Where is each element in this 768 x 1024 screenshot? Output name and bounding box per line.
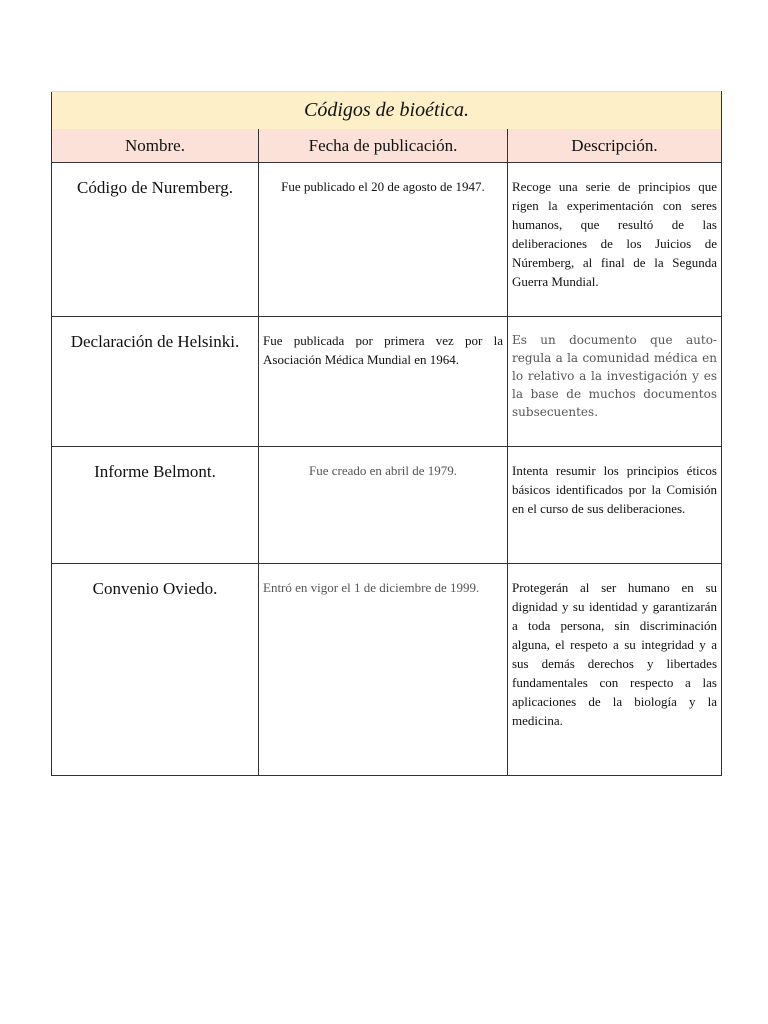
bioethics-codes-table (51, 91, 722, 776)
header-nombre: Nombre. (52, 129, 259, 163)
cell-date: Fue publicado el 20 de agosto de 1947. (259, 163, 508, 317)
table-row (52, 447, 722, 564)
cell-description: Recoge una serie de principios que rigen la experimentación con seres humanos, que resultó de las deliberaciones de los Juicios de Núremberg, al final de la Segunda Guerra Mundial. (508, 163, 722, 317)
cell-date: Entró en vigor el 1 de diciembre de 1999. (259, 564, 508, 776)
table-row (52, 317, 722, 447)
cell-date: Fue publicada por primera vez por la Asociación Médica Mundial en 1964. (259, 317, 508, 447)
table-row (52, 564, 722, 776)
header-descripcion: Descripción. (508, 129, 722, 163)
cell-name: Código de Nuremberg. (52, 163, 259, 317)
cell-name: Convenio Oviedo. (52, 564, 259, 776)
header-fecha: Fecha de publicación. (259, 129, 508, 163)
cell-description: Protegerán al ser humano en su dignidad y su identidad y garantizarán a toda persona, sin discriminación alguna, el respeto a su integridad y a sus demás derechos y libertades fundamentales con respecto a las aplicaciones de la biología y la medicina. (508, 564, 722, 776)
cell-name: Declaración de Helsinki. (52, 317, 259, 447)
table-title: Códigos de bioética. (52, 92, 722, 130)
cell-description: Es un documento que auto-regula a la comunidad médica en lo relativo a la investigación y es la base de muchos documentos subsecuentes. (508, 317, 722, 447)
cell-name: Informe Belmont. (52, 447, 259, 564)
table-row (52, 163, 722, 317)
cell-description: Intenta resumir los principios éticos básicos identificados por la Comisión en el curso de sus deliberaciones. (508, 447, 722, 564)
cell-date: Fue creado en abril de 1979. (259, 447, 508, 564)
